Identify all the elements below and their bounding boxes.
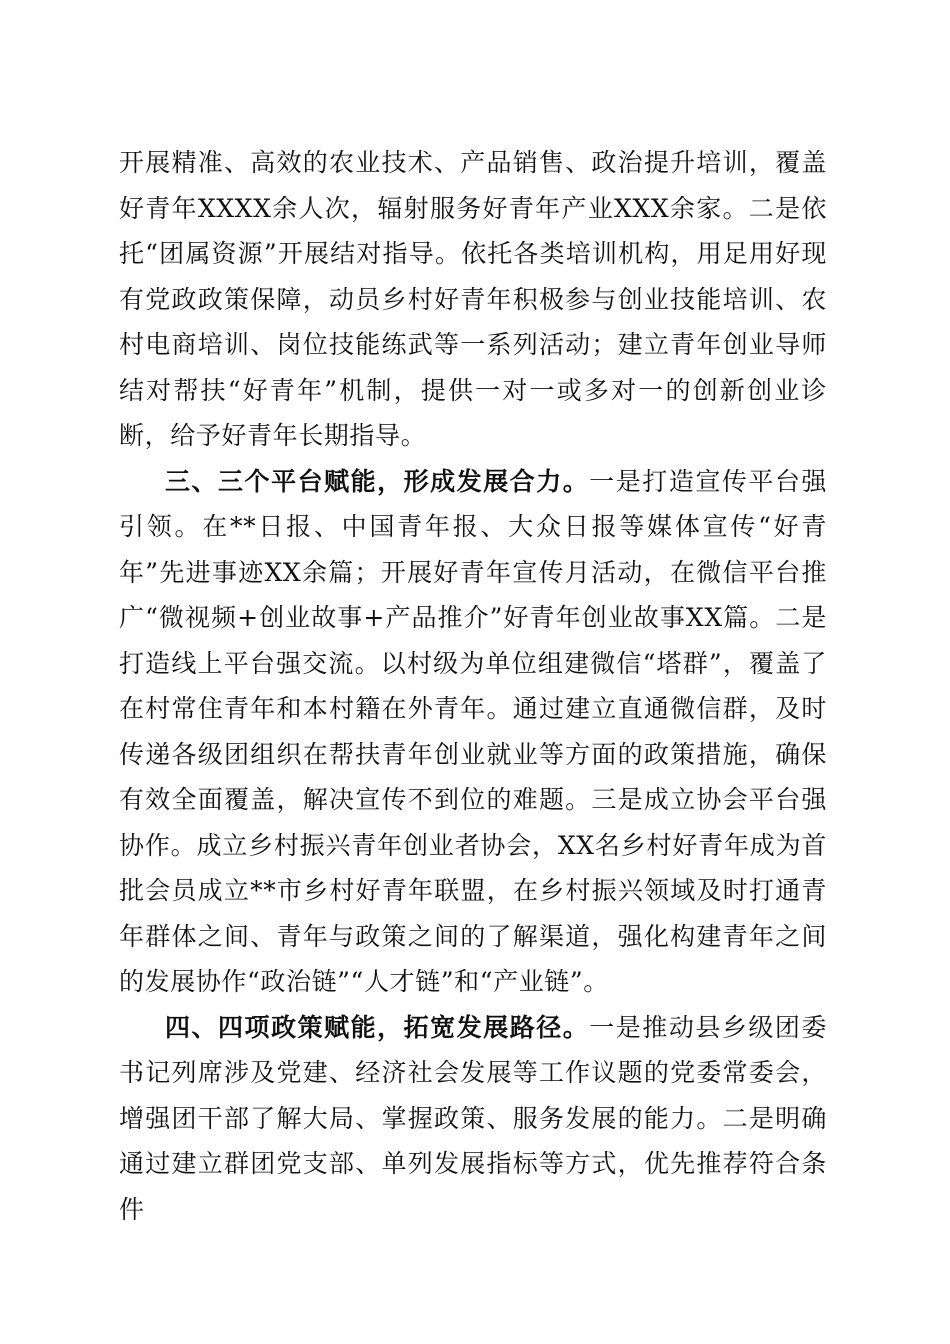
section-four-heading: 四、四项政策赋能，拓宽发展路径。: [165, 1012, 590, 1042]
paragraph-text: 一是推动县乡级团委书记列席涉及党建、经济社会发展等工作议题的党委常委会，增强团干部了解大局、掌握政策、服务发展的能力。二是明确通过建立群团党支部、单列发展指标等方式，优先推荐符合条件: [119, 1012, 827, 1224]
paragraph-section-four: [119, 1005, 827, 1233]
paragraph-continued: [119, 140, 827, 459]
paragraph-text: 开展精准、高效的农业技术、产品销售、政治提升培训，覆盖好青年XXXX余人次，辐射服务好青年产业XXX余家。二是依托“团属资源”开展结对指导。依托各类培训机构，用足用好现有党政政策保障，动员乡村好青年积极参与创业技能培训、农村电商培训、岗位技能练武等一系列活动；建立青年创业导师结对帮扶“好青年”机制，提供一对一或多对一的创新创业诊断，给予好青年长期指导。: [119, 148, 827, 450]
section-three-heading: 三、三个平台赋能，形成发展合力。: [165, 466, 590, 496]
paragraph-text: 一是打造宣传平台强引领。在**日报、中国青年报、大众日报等媒体宣传“好青年”先进事迹XX余篇；开展好青年宣传月活动，在微信平台推广“微视频+创业故事+产品推介”好青年创业故事XX篇。二是打造线上平台强交流。以村级为单位组建微信“塔群”，覆盖了在村常住青年和本村籍在外青年。通过建立直通微信群，及时传递各级团组织在帮扶青年创业就业等方面的政策措施，确保有效全面覆盖，解决宣传不到位的难题。三是成立协会平台强协作。成立乡村振兴青年创业者协会，XX名乡村好青年成为首批会员成立**市乡村好青年联盟，在乡村振兴领域及时打通青年群体之间、青年与政策之间的了解渠道，强化构建青年之间的发展协作“政治链”“人才链”和“产业链”。: [119, 466, 827, 996]
document-body: [119, 140, 827, 1232]
paragraph-section-three: [119, 459, 827, 1005]
